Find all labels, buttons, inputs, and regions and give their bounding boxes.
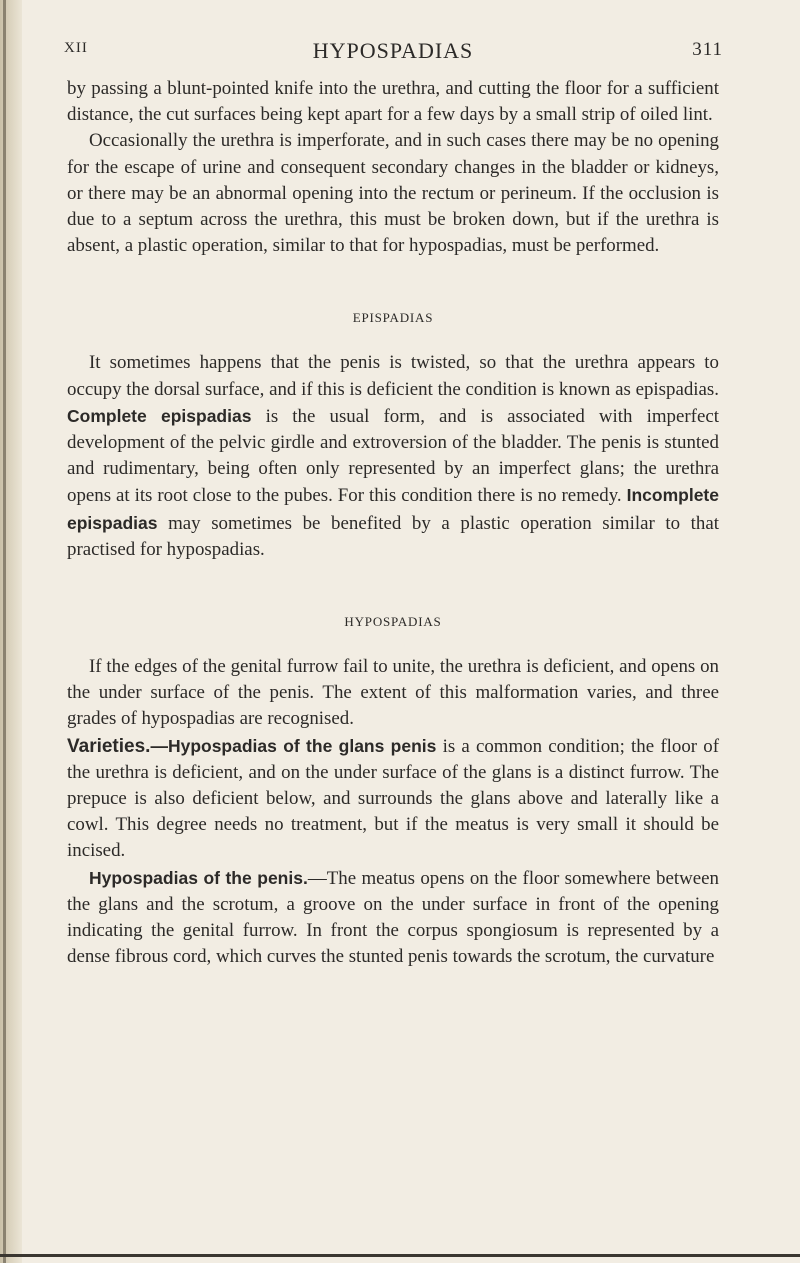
epispadias-text-1: It sometimes happens that the penis is twisted, so that the urethra appears to occupy the dorsal surface, and if this is deficient the condition is known as epispadias. bbox=[67, 352, 719, 400]
term-complete-epispadias: Complete epispadias bbox=[67, 405, 252, 426]
epispadias-paragraph bbox=[67, 350, 719, 563]
book-page bbox=[64, 38, 723, 970]
term-glans-penis: —Hypospadias of the glans penis bbox=[150, 735, 437, 756]
glans-text: is a common condition; the floor of the urethra is deficient, and on the under surface of the glans is a distinct furrow. The prepuce is also deficient below, and surrounds the glans above and laterally like a cowl. This degree needs no treatment, but if the meatus is very small it should be incised. bbox=[67, 735, 719, 862]
binding-edge bbox=[3, 0, 6, 1263]
epispadias-text-2: is the usual form, and is associated with imperfect development of the pelvic girdle and extroversion of the bladder. The penis is stunted and rudimentary, being often only represented by an imperfect glans; the urethra opens at its root close to the pubes. For this condition there is no remedy. bbox=[67, 405, 719, 507]
hypospadias-paragraph-1: If the edges of the genital furrow fail to unite, the urethra is deficient, and opens on the under surface of the penis. The extent of this malformation varies, and three grades of hypospadias are recognised. bbox=[67, 656, 719, 730]
section-heading-epispadias: EPISPADIAS bbox=[352, 310, 434, 326]
running-title: HYPOSPADIAS bbox=[312, 38, 474, 63]
epispadias-text-3: may sometimes be benefited by a plastic operation similar to that practised for hypospadias. bbox=[67, 512, 719, 560]
chapter-number: XII bbox=[64, 40, 88, 56]
penis-text: —The meatus opens on the floor somewhere between the glans and the scrotum, a groove on the under surface in front of the opening indicating the genital furrow. In front the corpus spongiosum is represented by a dense fibrous cord, which curves the stunted penis towards the scrotum, the curvature bbox=[67, 867, 719, 968]
page-bottom-edge bbox=[0, 1254, 800, 1257]
page-number: 311 bbox=[692, 39, 723, 60]
penis-paragraph bbox=[67, 865, 719, 971]
term-incomplete-epispadias: Incomplete epispadias bbox=[67, 485, 719, 533]
term-varieties: Varieties. bbox=[67, 735, 151, 757]
intro-paragraph-1: by passing a blunt-pointed knife into the urethra, and cutting the floor for a sufficient distance, the cut surfaces being kept apart for a few days by a small strip of oiled lint. bbox=[67, 78, 719, 126]
intro-paragraph-2: Occasionally the urethra is imperforate, and in such cases there may be no opening for the escape of urine and consequent secondary changes in the bladder or kidneys, or there may be an abnormal opening into the rectum or perineum. If the occlusion is due to a septum across the urethra, this must be broken down, but if the urethra is absent, a plastic operation, similar to that for hypospadias, must be performed. bbox=[67, 130, 719, 257]
varieties-paragraph bbox=[67, 733, 719, 865]
term-hypospadias-penis: Hypospadias of the penis. bbox=[89, 867, 308, 888]
running-header bbox=[64, 38, 723, 76]
section-heading-hypospadias: HYPOSPADIAS bbox=[344, 614, 442, 630]
